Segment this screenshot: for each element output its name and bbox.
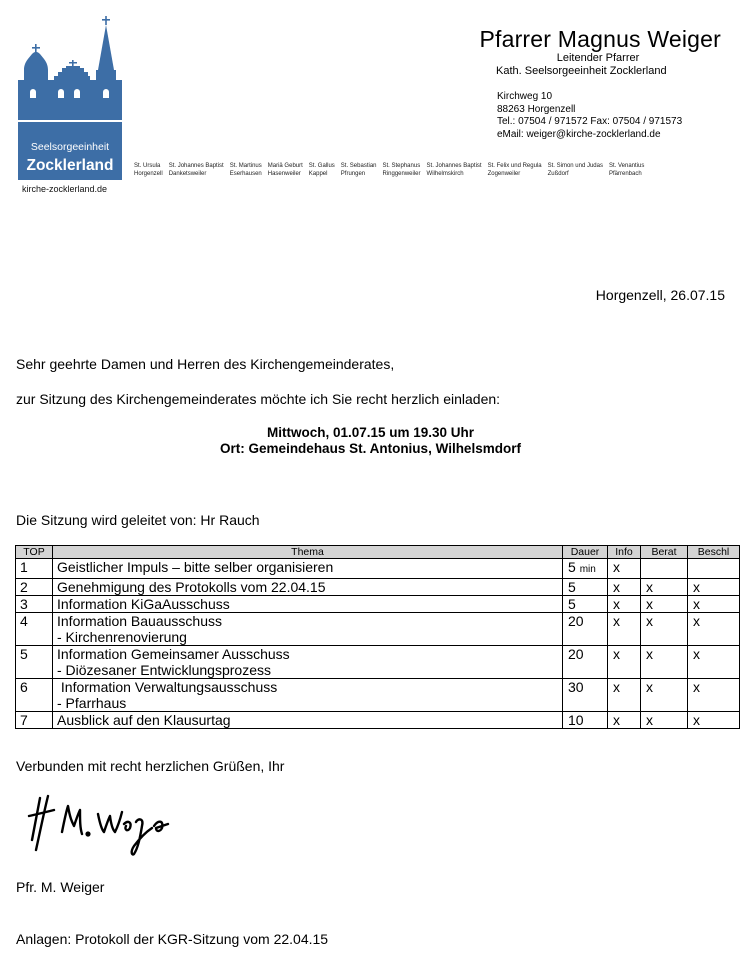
pastor-name: Pfarrer Magnus Weiger	[479, 26, 721, 52]
table-row: 7 Ausblick auf den Klausurtag 10 x x x	[16, 712, 740, 729]
header-thema: Thema	[53, 546, 563, 559]
parish-item: St. Felix und Regula Zogenweiler	[487, 163, 542, 177]
salutation: Sehr geehrte Damen und Herren des Kirchengemeinderates,	[16, 356, 395, 372]
signer-name: Pfr. M. Weiger	[16, 879, 105, 895]
agenda-table	[15, 545, 740, 729]
logo-line-2: Zocklerland	[26, 157, 114, 174]
logo-line-1: Seelsorgeeinheit	[30, 141, 110, 153]
city: 88263 Horgenzell	[497, 103, 576, 115]
table-row: 1 Geistlicher Impuls – bitte selber organisieren 5 min x	[16, 559, 740, 579]
meeting-location: Ort: Gemeindehaus St. Antonius, Wilhelsmdorf	[220, 441, 521, 456]
handwritten-signature	[26, 792, 174, 862]
table-row: 2 Genehmigung des Protokolls vom 22.04.15 5 x x x	[16, 579, 740, 596]
pastoral-unit: Kath. Seelsorgeeinheit Zocklerland	[496, 65, 667, 77]
table-row: 6 Information Verwaltungsausschuss - Pfarrhaus 30 x x x	[16, 679, 740, 712]
parish-item: St. Stephanus Ringgenweiler	[382, 163, 421, 177]
parish-item: St. Simon und Judas Zußdorf	[547, 163, 603, 177]
contact-block	[497, 91, 682, 141]
header-top: TOP	[16, 546, 53, 559]
parish-item: Mariä Geburt Hasenweiler	[267, 163, 303, 177]
header-dauer: Dauer	[563, 546, 608, 559]
website-url: kirche-zocklerland.de	[22, 184, 108, 194]
meeting-time: Mittwoch, 01.07.15 um 19.30 Uhr	[266, 425, 475, 440]
table-row: 3 Information KiGaAusschuss 5 x x x	[16, 596, 740, 613]
invitation-text: zur Sitzung des Kirchengemeinderates möchte ich Sie recht herzlich einladen:	[16, 391, 501, 407]
meeting-chair: Die Sitzung wird geleitet von: Hr Rauch	[16, 512, 260, 528]
header-info: Info	[608, 546, 641, 559]
pastor-role: Leitender Pfarrer	[556, 52, 640, 64]
street: Kirchweg 10	[497, 91, 553, 102]
parish-item: St. Johannes Baptist Danketsweiler	[168, 163, 224, 177]
table-row: 5 Information Gemeinsamer Ausschuss - Diözesaner Entwicklungsprozess 20 x x x	[16, 646, 740, 679]
parish-item: St. Martinus Eserhausen	[229, 163, 262, 177]
phone-fax: Tel.: 07504 / 971572 Fax: 07504 / 971573	[497, 116, 683, 127]
attachments-line: Anlagen: Protokoll der KGR-Sitzung vom 22.04.15	[16, 931, 329, 947]
letter-date: Horgenzell, 26.07.15	[595, 287, 725, 303]
table-header-row	[16, 546, 740, 559]
email: eMail: weiger@kirche-zocklerland.de	[497, 128, 661, 140]
parish-item: St. Ursula Horgenzell	[134, 163, 163, 177]
parish-item: St. Johannes Baptist Wilhelmskirch	[426, 163, 482, 177]
header-beschl: Beschl	[688, 546, 740, 559]
parish-item: St. Sebastian Pfrungen	[340, 163, 377, 177]
closing-formula: Verbunden mit recht herzlichen Grüßen, Ihr	[16, 758, 285, 774]
parish-logo	[18, 14, 122, 180]
table-row: 4 Information Bauausschuss - Kirchenrenovierung 20 x x x	[16, 613, 740, 646]
parish-item: St. Gallus Kappel	[308, 163, 335, 177]
parish-item: St. Venantius Pfärrenbach	[608, 163, 645, 177]
header-berat: Berat	[641, 546, 688, 559]
parish-list	[134, 162, 650, 178]
